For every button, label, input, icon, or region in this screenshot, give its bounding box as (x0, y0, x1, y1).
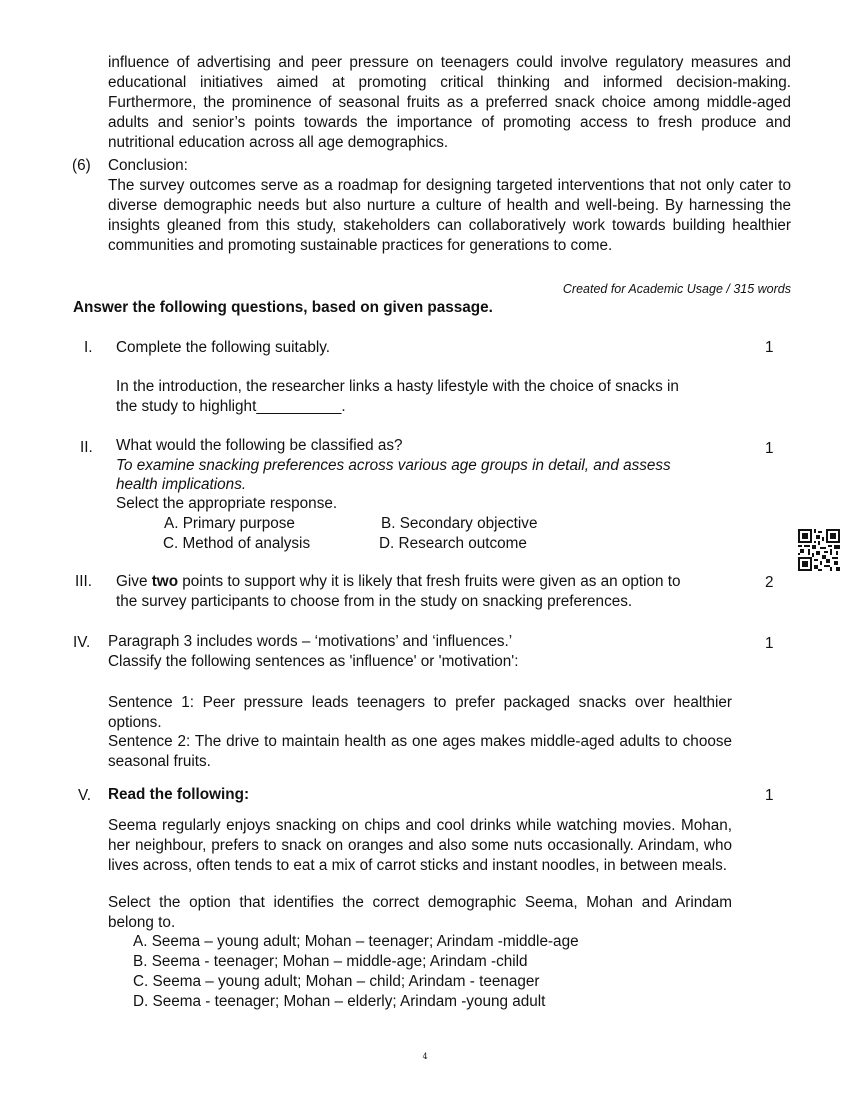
question-prompt: What would the following be classified as? (116, 437, 403, 454)
question-marks: 1 (765, 635, 774, 652)
option-a: A. Seema – young adult; Mohan – teenager; Arindam -middle-age (133, 933, 579, 950)
question-prompt-line: the survey participants to choose from in the study on snacking preferences. (116, 593, 633, 610)
question-number: IV. (73, 634, 91, 651)
question-scenario-text: Seema regularly enjoys snacking on chips and cool drinks while watching movies. Mohan, her neighbour, prefers to snack on oranges and also some nuts occasionally. Arindam, who lives across, often tends to eat a mix of carrot sticks and instant noodles, in between meals. (108, 817, 732, 874)
question-number: I. (84, 339, 93, 356)
question-heading: Read the following: (108, 786, 250, 803)
question-marks: 1 (765, 339, 774, 356)
question-statement-line: To examine snacking preferences across various age groups in detail, and assess (116, 457, 671, 474)
option-d: D. Seema - teenager; Mohan – elderly; Arindam -young adult (133, 993, 546, 1010)
section-instructions: Answer the following questions, based on given passage. (73, 299, 493, 316)
question-text-line: the study to highlight__________. (116, 398, 346, 415)
question-prompt-line (116, 572, 681, 592)
option-c: C. Method of analysis (163, 535, 311, 552)
question-number: II. (80, 439, 93, 456)
option-c: C. Seema – young adult; Mohan – child; Arindam - teenager (133, 973, 540, 990)
sentence-2: Sentence 2: The drive to maintain health as one ages makes middle-aged adults to choose seasonal fruits. (108, 733, 732, 770)
prompt-text: Give (116, 573, 152, 590)
option-d: D. Research outcome (379, 535, 527, 552)
option-b: B. Secondary objective (381, 515, 538, 532)
option-a: A. Primary purpose (164, 515, 295, 532)
page-number: 4 (422, 1052, 428, 1061)
question-select-instruction: Select the appropriate response. (116, 495, 338, 512)
question-text-line: In the introduction, the researcher links a hasty lifestyle with the choice of snacks in (116, 378, 679, 395)
question-number: V. (78, 787, 92, 804)
paragraph-6-heading: Conclusion: (108, 157, 188, 174)
question-marks: 2 (765, 574, 774, 591)
passage-credit: Created for Academic Usage / 315 words (562, 282, 791, 296)
question-prompt-line: Classify the following sentences as 'influence' or 'motivation': (108, 653, 519, 670)
question-prompt: Complete the following suitably. (116, 339, 330, 356)
question-prompt-line: Paragraph 3 includes words – ‘motivations’ and ‘influences.’ (108, 633, 513, 650)
option-b: B. Seema - teenager; Mohan – middle-age; Arindam -child (133, 953, 528, 970)
passage-paragraph-6: The survey outcomes serve as a roadmap for designing targeted interventions that not only cater to diverse demographic needs but also nurture a culture of health and well-being. By harnessing the insights gleaned from this study, stakeholders can collaboratively work towards building healthier communities and promoting sustainable practices for generations to come. (108, 177, 791, 254)
sentence-1: Sentence 1: Peer pressure leads teenagers to prefer packaged snacks over healthier options. (108, 694, 732, 731)
prompt-emphasis: two (151, 573, 179, 590)
prompt-text: points to support why it is likely that fresh fruits were given as an option to (178, 573, 681, 590)
question-number: III. (75, 573, 92, 590)
question-statement-line: health implications. (116, 476, 247, 493)
passage-paragraph-5: influence of advertising and peer pressure on teenagers could involve regulatory measures and educational initiatives aimed at promoting critical thinking and informed decision-making. Furthermore, the prominence of seasonal fruits as a preferred snack choice among middle-aged adults and senior’s points towards the importance of promoting access to fresh produce and nutritional education across all age demographics. (108, 54, 791, 151)
qr-code-icon (798, 529, 840, 571)
question-marks: 1 (765, 787, 774, 804)
question-select-instruction: Select the option that identifies the correct demographic Seema, Mohan and Arindam belong to. (108, 894, 732, 931)
paragraph-6-number: (6) (72, 157, 91, 174)
question-marks: 1 (765, 440, 774, 457)
options-list (133, 932, 579, 1012)
